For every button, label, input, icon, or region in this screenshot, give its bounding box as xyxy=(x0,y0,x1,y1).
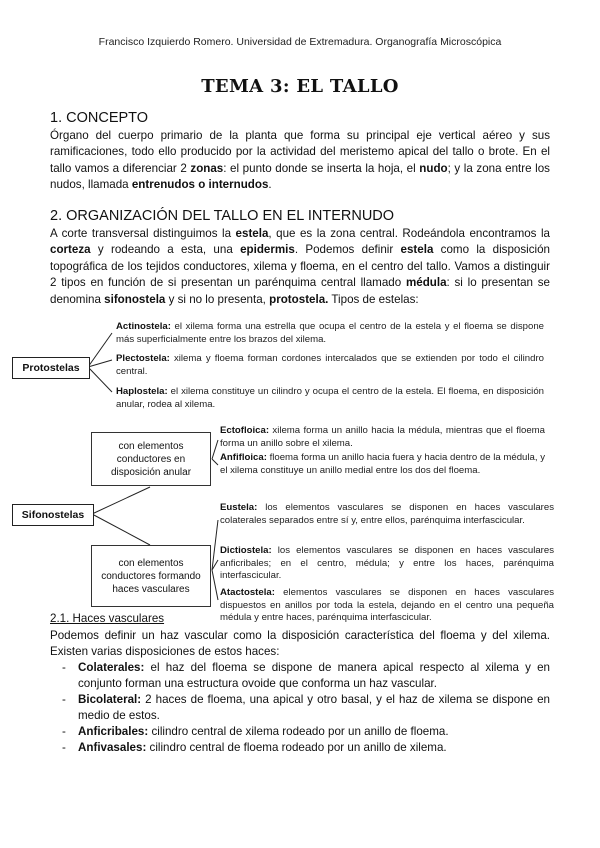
dictiostela-text: Dictiostela: los elementos vasculares se disponen en haces vasculares anficribales; en el centro, médula; y entre los haces, parénquima interfascicular. xyxy=(220,545,554,582)
sifonostelas-box: Sifonostelas xyxy=(12,504,94,526)
list-item: - Anfivasales: cilindro central de floema rodeado por un anillo de xilema. xyxy=(62,741,447,754)
protostelas-box: Protostelas xyxy=(12,357,90,379)
eustela-text: Eustela: los elementos vasculares se disponen en haces vasculares colaterales separados entre sí y, entre ellos, parénquima interfascicular. xyxy=(220,502,554,526)
section-2-paragraph: A corte transversal distinguimos la estela, que es la zona central. Rodeándola encontramos la corteza y rodeando a esta, una epidermis. Podemos definir estela como la disposición topográfica de los tejidos conductores, xilema y floema, en el centro del tallo. Vamos a distinguir 2 tipos en función de si presentan un parénquima central llamado médula: si lo presentan se denomina sifonostela y si no lo presenta, protostela. Tipos de estelas: xyxy=(50,227,551,306)
anular-box: con elementos conductores en disposición anular xyxy=(91,432,211,486)
haces-box: con elementos conductores formando haces vasculares xyxy=(91,545,211,607)
plectostela-text: Plectostela: xilema y floema forman cordones intercalados que se extienden por todo el cilindro central. xyxy=(116,353,544,377)
list-item: - Colaterales: el haz del floema se dispone de manera apical respecto al xilema y en conjunto forman una estructura ovoide que conforma un haz vascular. xyxy=(62,661,550,690)
haplostela-text: Haplostela: el xilema constituye un cilindro y ocupa el centro de la estela. El floema, en disposición anular, rodea al xilema. xyxy=(116,386,544,410)
section-2-heading: 2. ORGANIZACIÓN DEL TALLO EN EL INTERNUDO xyxy=(50,208,395,224)
section-1-heading: 1. CONCEPTO xyxy=(50,110,149,126)
page-title: TEMA 3: EL TALLO xyxy=(201,76,399,97)
anfifloica-text: Anfifloica: floema forma un anillo hacia fuera y hacia dentro de la médula, y el xilema constituye un anillo medial entre los dos del floema. xyxy=(220,452,545,476)
page-header: Francisco Izquierdo Romero. Universidad de Extremadura. Organografía Microscópica xyxy=(98,36,502,48)
actinostela-text: Actinostela: el xilema forma una estrella que ocupa el centro de la estela y el floema se dispone más superficialmente entre los brazos del xilema. xyxy=(116,321,544,345)
list-item: - Anficribales: cilindro central de xilema rodeado por un anillo de floema. xyxy=(62,725,449,738)
list-item: - Bicolateral: 2 haces de floema, una apical y otro basal, y el haz de xilema se dispone en medio de estos. xyxy=(62,693,550,722)
section-2-1-heading: 2.1. Haces vasculares xyxy=(50,612,165,625)
section-2-1-intro: Podemos definir un haz vascular como la disposición característica del floema y del xilema. Existen varias disposiciones de estos haces: xyxy=(50,629,550,659)
section-1-paragraph: Órgano del cuerpo primario de la planta que forma su principal eje vertical aéreo y sus ramificaciones, todo ello producido por la actividad del meristemo apical del tallo o brote. En el tallo vamos a diferenciar 2 zonas: el punto donde se inserta la hoja, el nudo; y la zona entre los nudos, llamada entrenudos o internudos. xyxy=(50,129,550,192)
atactostela-text: Atactostela: elementos vasculares se disponen en haces vasculares dispuestos en anillos por toda la estela, dejando en el centro una pequeña médula y entre haces, parénquima interfascicular. xyxy=(220,587,554,624)
ectofloica-text: Ectofloica: xilema forma un anillo hacia la médula, mientras que el floema forma un anillo sobre el xilema. xyxy=(220,425,545,449)
